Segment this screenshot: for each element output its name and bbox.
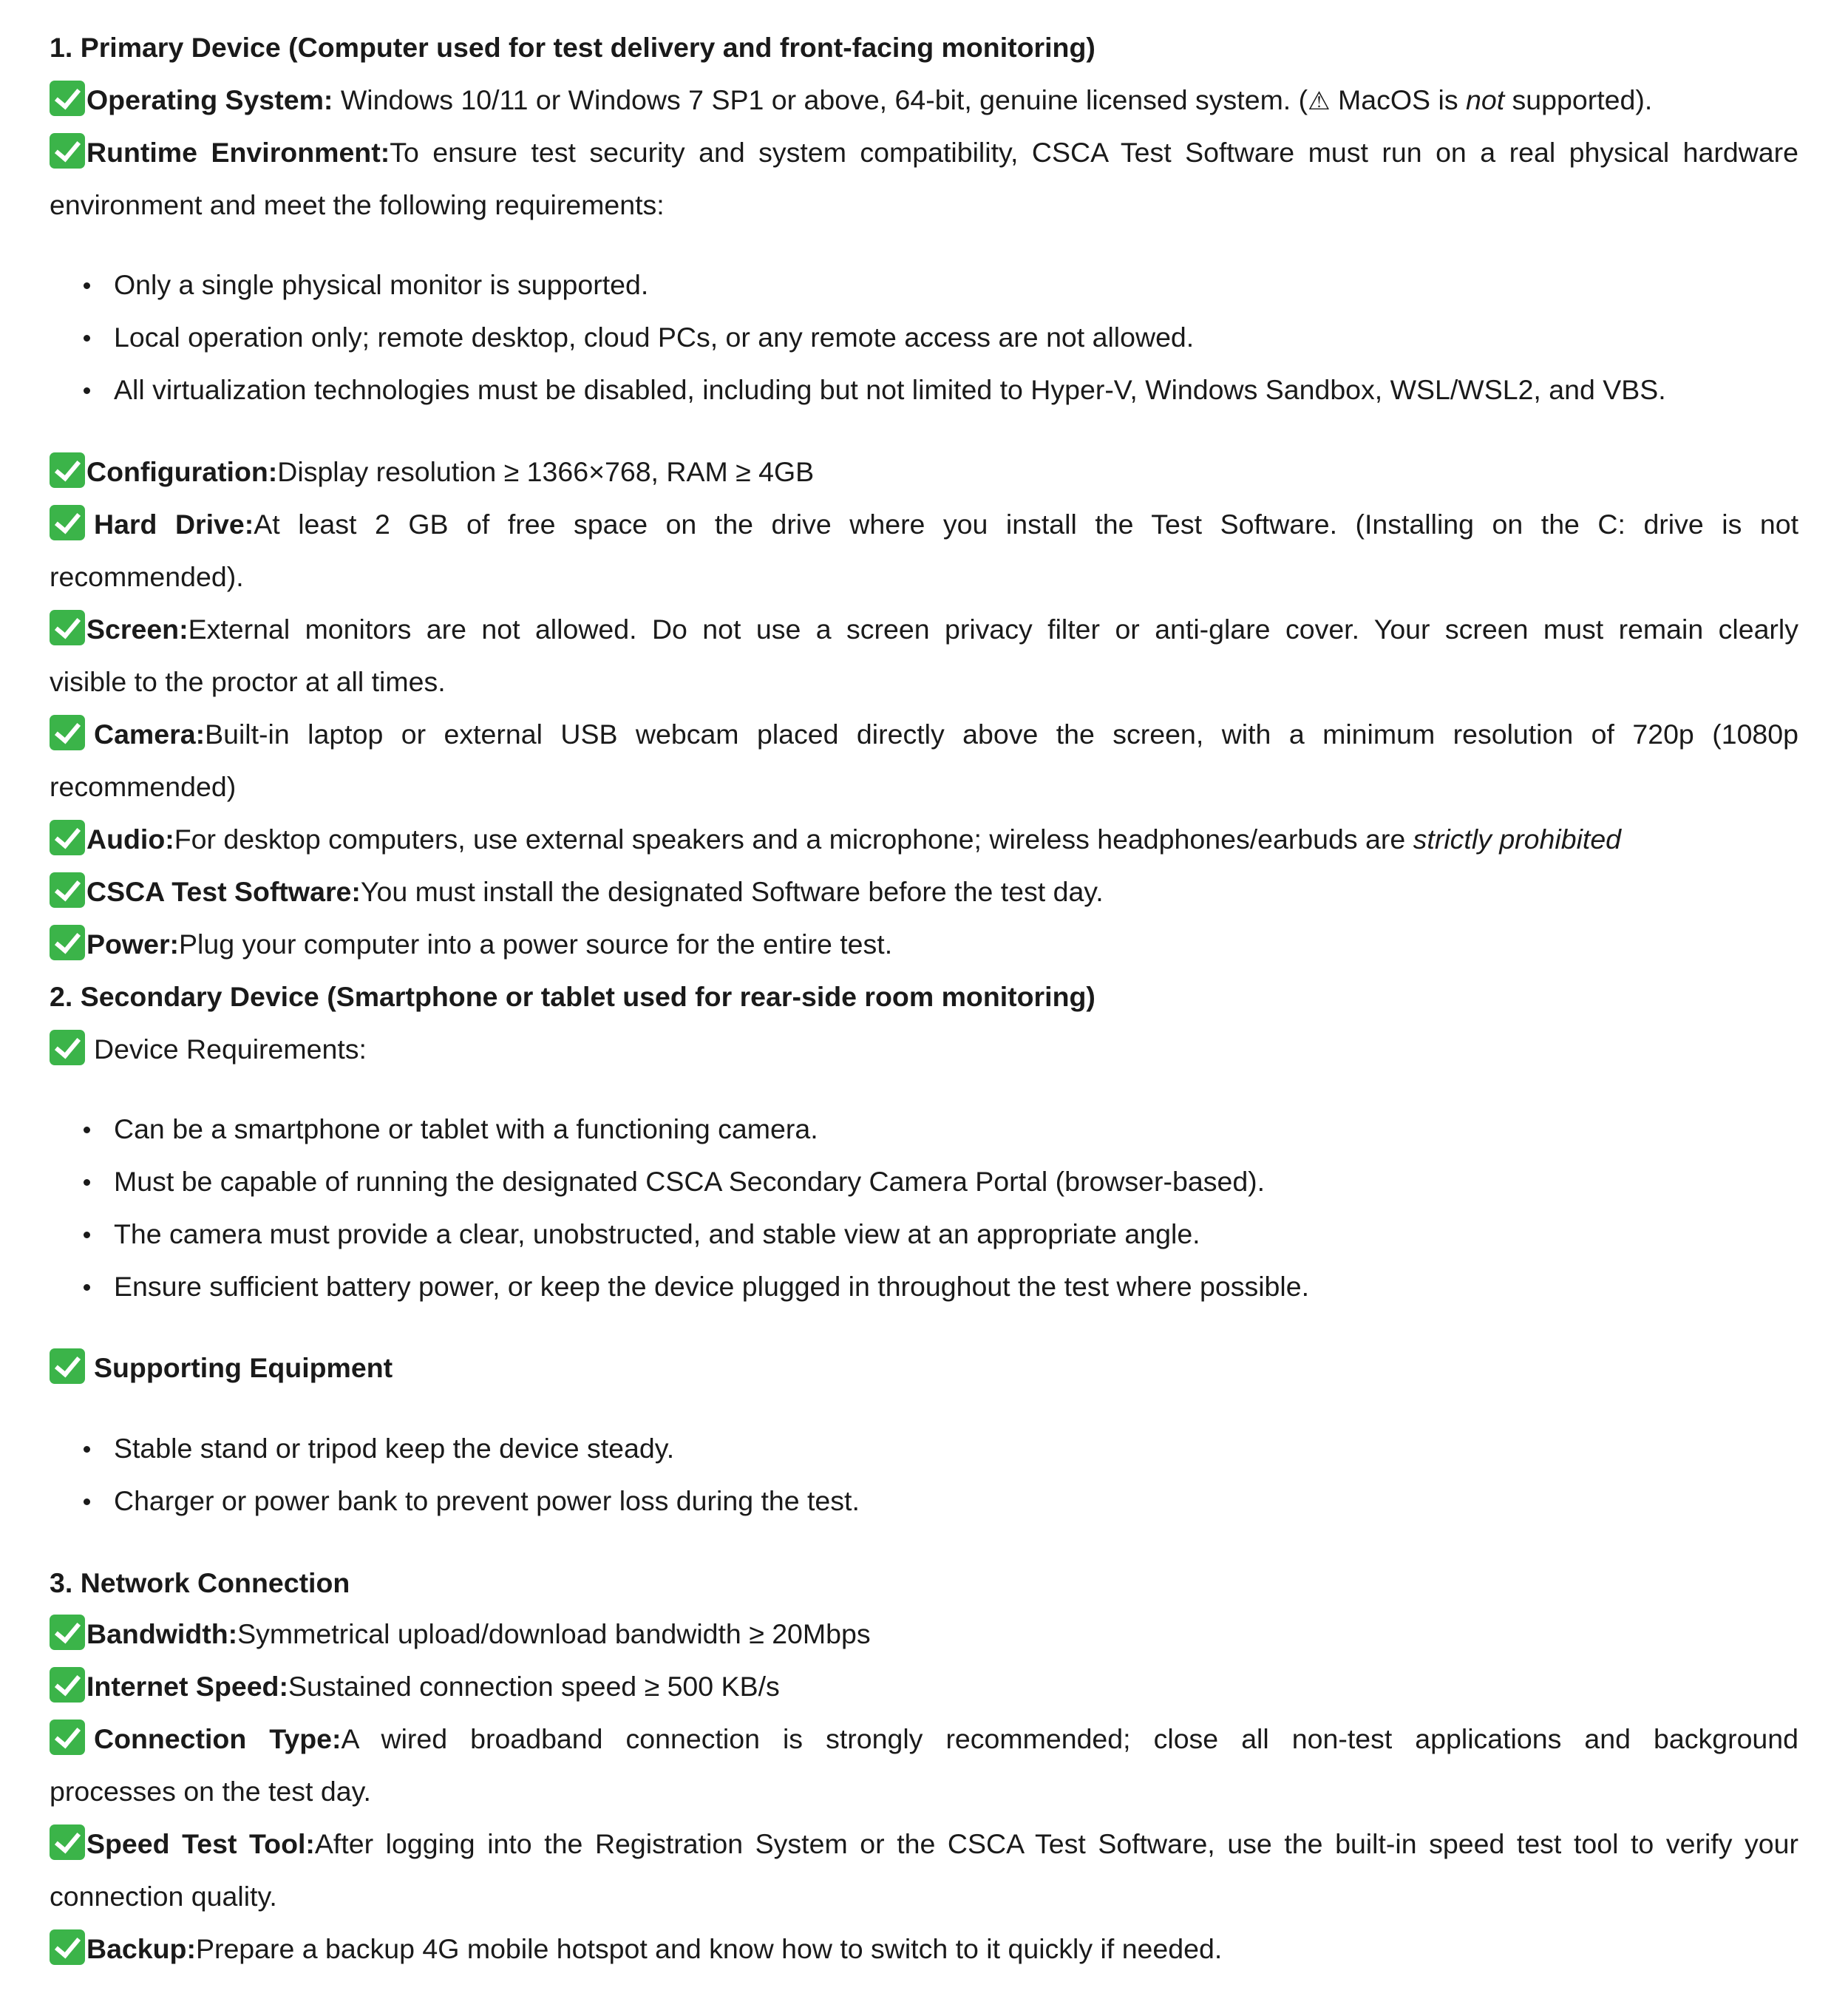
camera-item (50, 708, 1798, 761)
software-text: You must install the designated Software before the test day. (360, 876, 1104, 907)
bandwidth-label: Bandwidth: (86, 1618, 238, 1649)
connection-type-label: Connection Type: (94, 1723, 342, 1754)
os-text-2: MacOS is (1330, 84, 1466, 115)
check-mark-icon (50, 820, 85, 855)
power-text: Plug your computer into a power source for the entire test. (179, 929, 893, 960)
os-text-3: supported). (1504, 84, 1653, 115)
configuration-label: Configuration: (86, 456, 278, 487)
supporting-equipment-item (50, 1342, 1798, 1394)
check-mark-icon (50, 505, 85, 540)
section-3-heading: 3. Network Connection (50, 1567, 350, 1598)
hard-drive-item (50, 498, 1798, 551)
internet-speed-item (50, 1660, 1798, 1713)
warning-icon: ⚠ (1308, 87, 1331, 115)
check-mark-icon (50, 1030, 85, 1065)
runtime-item (50, 126, 1798, 179)
connection-type-item (50, 1713, 1798, 1765)
screen-item (50, 603, 1798, 656)
audio-label: Audio: (86, 824, 174, 855)
camera-continuation: recommended) (50, 771, 237, 802)
check-mark-icon (50, 1667, 85, 1703)
check-mark-icon (50, 1824, 85, 1860)
configuration-item (50, 446, 1798, 498)
bandwidth-item (50, 1608, 1798, 1660)
hard-drive-label: Hard Drive: (94, 509, 254, 540)
check-mark-icon (50, 610, 85, 645)
screen-label: Screen: (86, 614, 188, 645)
section-1-heading: 1. Primary Device (Computer used for test delivery and front-facing monitoring) (50, 32, 1095, 63)
audio-item (50, 813, 1798, 866)
screen-continuation: visible to the proctor at all times. (50, 666, 446, 697)
audio-emphasis: strictly prohibited (1413, 824, 1622, 855)
check-mark-icon (50, 1929, 85, 1965)
internet-speed-text: Sustained connection speed ≥ 500 KB/s (288, 1671, 780, 1702)
camera-text: Built-in laptop or external USB webcam placed directly above the screen, with a minimum resolution of 720p (1080p (205, 719, 1798, 750)
check-mark-icon (50, 1615, 85, 1650)
runtime-continuation: environment and meet the following requirements: (50, 189, 665, 220)
connection-type-continuation: processes on the test day. (50, 1776, 371, 1807)
os-text: Windows 10/11 or Windows 7 SP1 or above, 64-bit, genuine licensed system. ( (333, 84, 1308, 115)
os-not: not (1466, 84, 1505, 115)
speed-test-item (50, 1818, 1798, 1870)
check-mark-icon (50, 81, 85, 116)
check-mark-icon (50, 452, 85, 488)
os-item (50, 74, 1798, 126)
hard-drive-text: At least 2 GB of free space on the drive where you install the Test Software. (Installing on the C: drive is not (254, 509, 1798, 540)
supporting-equipment-label: Supporting Equipment (94, 1352, 393, 1383)
check-mark-icon (50, 1348, 85, 1384)
check-mark-icon (50, 872, 85, 908)
power-item (50, 918, 1798, 971)
check-mark-icon (50, 925, 85, 960)
connection-type-text: A wired broadband connection is strongly recommended; close all non-test applications and background (341, 1723, 1798, 1754)
audio-text: For desktop computers, use external speakers and a microphone; wireless headphones/earbuds are (174, 824, 1413, 855)
section-2-heading: 2. Secondary Device (Smartphone or tablet used for rear-side room monitoring) (50, 981, 1095, 1012)
camera-label: Camera: (94, 719, 205, 750)
hard-drive-continuation: recommended). (50, 561, 244, 592)
speed-test-label: Speed Test Tool: (86, 1828, 315, 1859)
check-mark-icon (50, 1720, 85, 1755)
software-item (50, 866, 1798, 918)
runtime-text: To ensure test security and system compatibility, CSCA Test Software must run on a real physical hardware (390, 137, 1798, 168)
screen-text: External monitors are not allowed. Do not use a screen privacy filter or anti-glare cover. Your screen must remain clearly (188, 614, 1798, 645)
power-label: Power: (86, 929, 180, 960)
configuration-text: Display resolution ≥ 1366×768, RAM ≥ 4GB (277, 456, 815, 487)
internet-speed-label: Internet Speed: (86, 1671, 288, 1702)
bandwidth-text: Symmetrical upload/download bandwidth ≥ 20Mbps (237, 1618, 871, 1649)
speed-test-text: After logging into the Registration System or the CSCA Test Software, use the built-in speed test tool to verify your (314, 1828, 1798, 1859)
os-label: Operating System: (86, 84, 333, 115)
speed-test-continuation: connection quality. (50, 1881, 277, 1912)
requirements-document: 1. Primary Device (Computer used for test delivery and front-facing monitoring) Operating System: Windows 10/11 or Windows 7 SP1 or above, 64-bit, genuine licensed system. (⚠ MacOS is not supported). Runtime Environment:To ensure test security and system compatibility, CSCA Test Software must run on a real physical hardware environment and meet the following requirements: Only a single physical monitor is supported. Local operation only; remote desktop, cloud PCs, or any remote access are not allowed. All virtualization technologies must be disabled, including but not limited to Hyper-V, Windows Sandbox, WSL/WSL2, and VBS. Configuration:Display resolution ≥ 1366×768, RAM ≥ 4GB Hard Drive:At least 2 GB of free space on the drive where you install the Test Software. (Installing on the C: drive is not recommended). Screen:External monitors are not allowed. Do not use a screen privacy filter or anti-glare cover. Your screen must remain clearly visible to the proctor at all times. Camera:Built-in laptop or external USB webcam placed directly above the screen, with a minimum resolution of 720p (1080p recommended) Audio:For desktop computers, use external speakers and a microphone; wireless headphones/earbuds are strictly prohibited CSCA Test Software:You must install the designated Software before the test day. Power:Plug your computer into a power source for the entire test. 2. Secondary Device (Smartphone or tablet used for rear-side room monitoring) Device Requirements: Can be a smartphone or tablet with a functioning camera. Must be capable of running the designated CSCA Secondary Camera Portal (browser-based). The camera must provide a clear, unobstructed, and stable view at an appropriate angle. Ensure sufficient battery power, or keep the device plugged in throughout the test where possible. Supporting Equipment Stable stand or tripod keep the device steady. Charger or power bank to prevent power loss during the test. 3. Network Connection Bandwidth:Symmetrical upload/download bandwidth ≥ 20Mbps Internet Speed:Sustained connection speed ≥ 500 KB/s Connection Type:A wired broadband connection is strongly recommended; close all non-test applications and background processes on the test day. Speed Test Tool:After logging into the Registration System or the CSCA Test Software, use the built-in speed test tool to verify your connection quality. Backup:Prepare a backup 4G mobile hotspot and know how to switch to it quickly if needed. (0, 0, 1848, 1996)
device-requirements-label: Device Requirements: (94, 1033, 367, 1065)
runtime-label: Runtime Environment: (86, 137, 390, 168)
backup-label: Backup: (86, 1933, 196, 1964)
check-mark-icon (50, 715, 85, 750)
software-label: CSCA Test Software: (86, 876, 361, 907)
check-mark-icon (50, 133, 85, 169)
device-requirements-item (50, 1023, 1798, 1076)
backup-text: Prepare a backup 4G mobile hotspot and know how to switch to it quickly if needed. (195, 1933, 1223, 1964)
backup-item (50, 1923, 1798, 1975)
